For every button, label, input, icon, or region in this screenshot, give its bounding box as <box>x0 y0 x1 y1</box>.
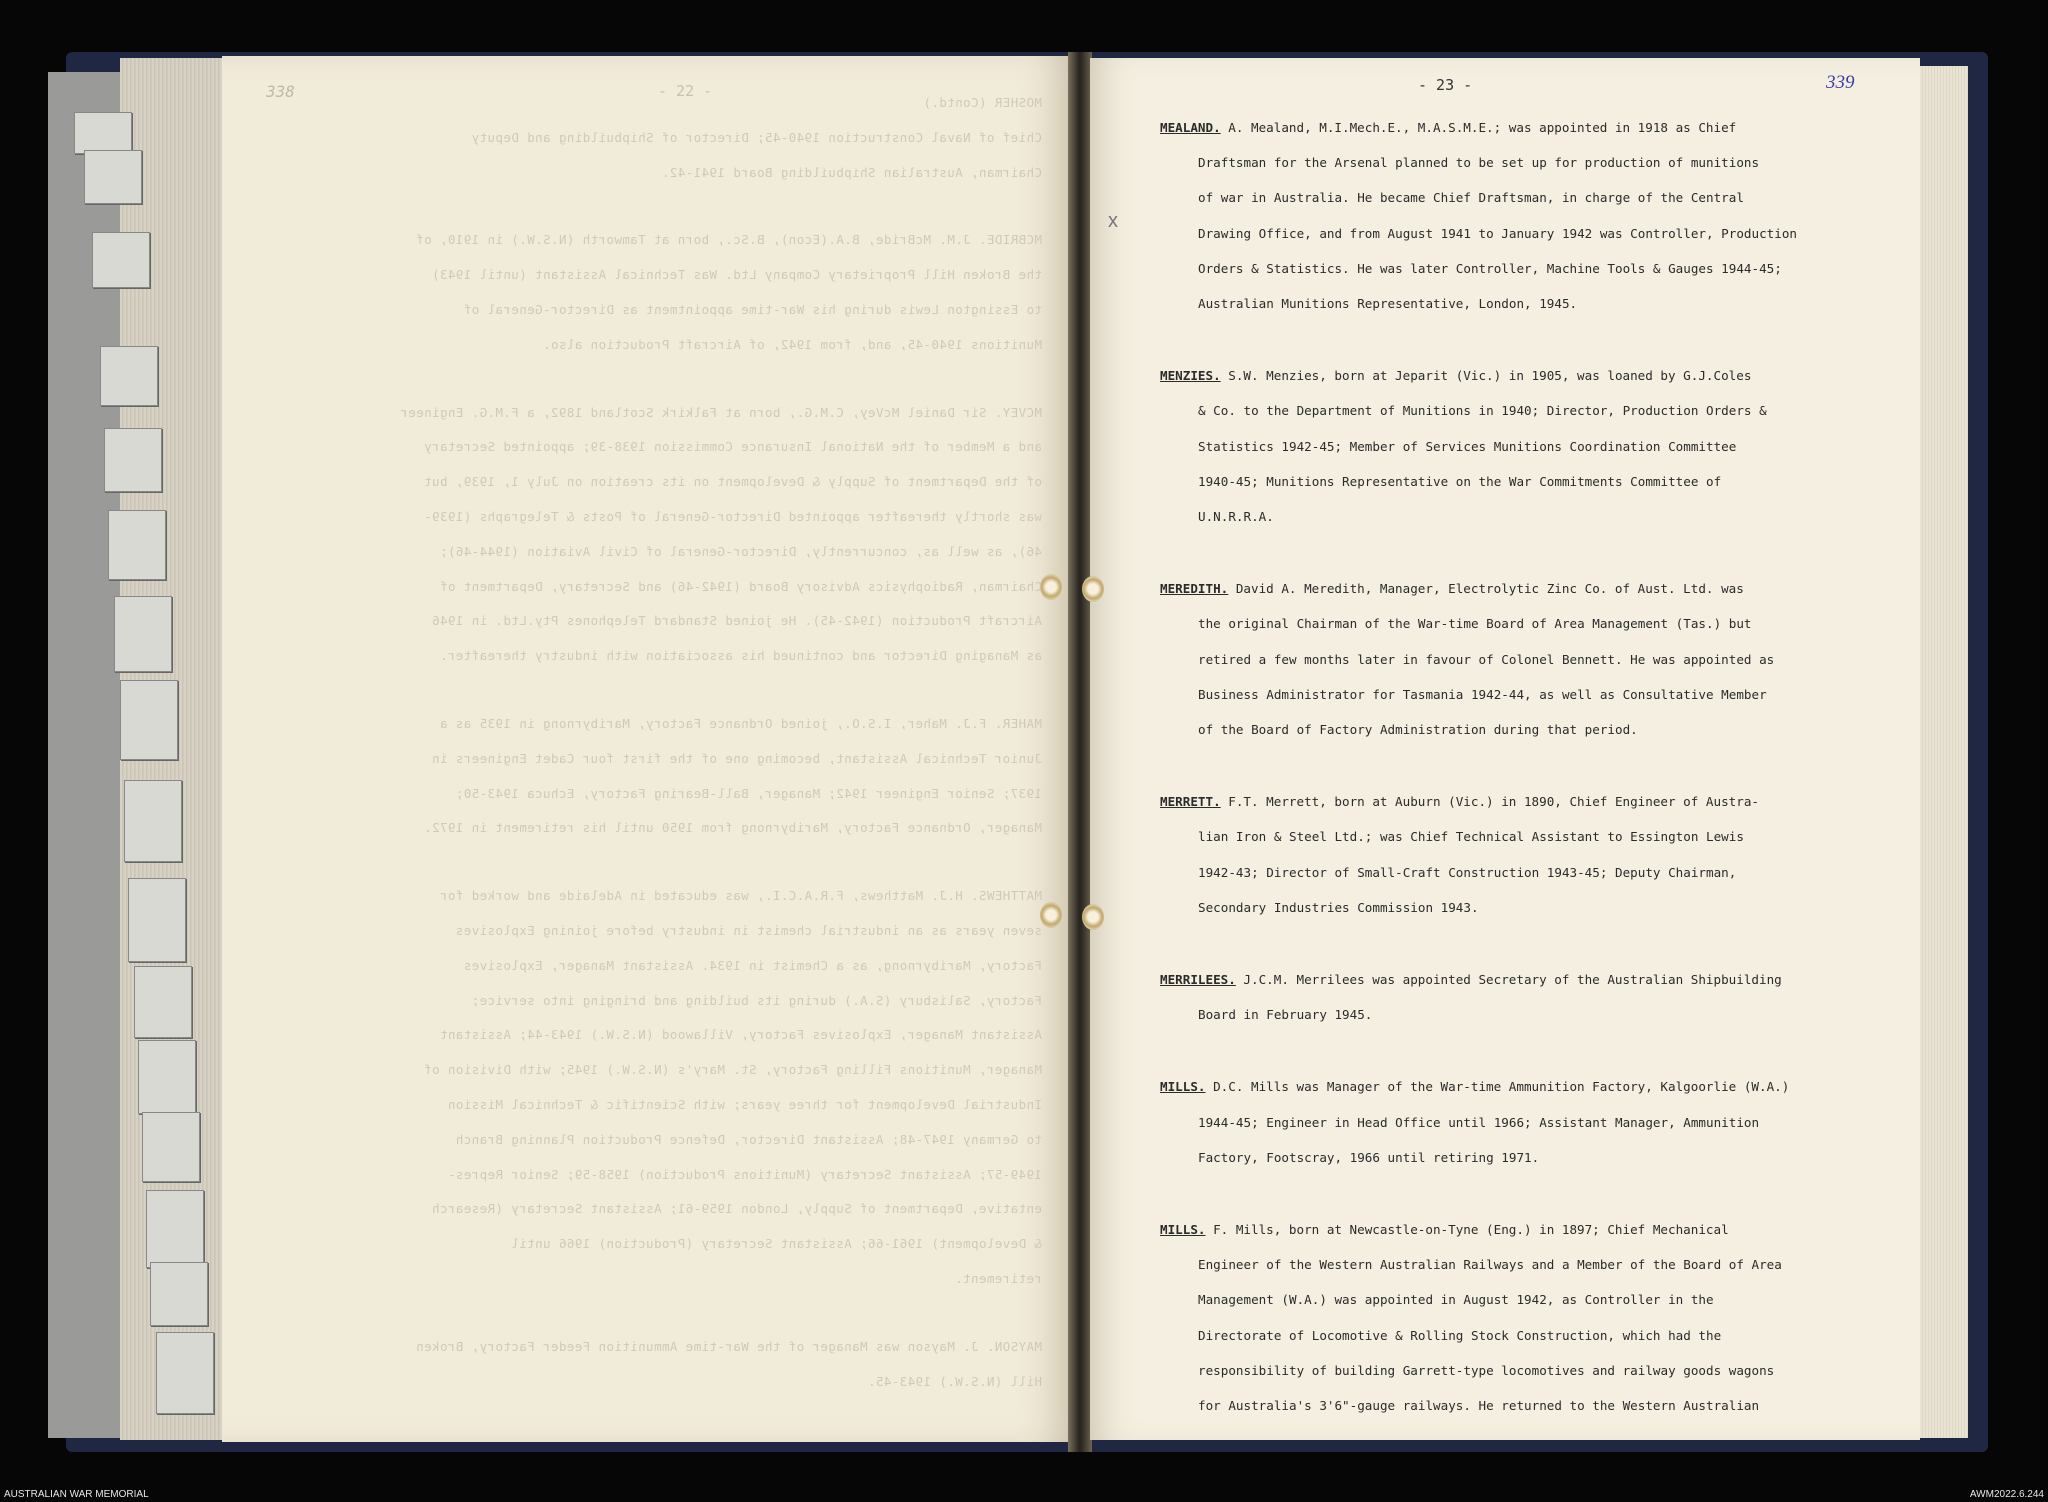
ghost-line: MAYSON. J. Mayson was Manager of the War-time Ammunition Feeder Factory, Broken <box>415 1338 1042 1354</box>
entry-line: of war in Australia. He became Chief Draftsman, in charge of the Central <box>1198 190 1744 206</box>
entry <box>1160 358 1920 534</box>
page-number: - 23 - <box>1418 76 1473 94</box>
entry-name: MERRILEES. <box>1160 972 1236 988</box>
entry <box>1160 784 1920 925</box>
ghost-paragraph <box>262 86 1042 190</box>
entry-line: Factory, Footscray, 1966 until retiring 1971. <box>1198 1149 1540 1165</box>
ghost-line: Manager, Munitions Filling Factory, St. Mary's (N.S.W.) 1945; with Division of <box>423 1062 1042 1078</box>
ghost-line: and a Member of the National Insurance Commission 1938-39; appointed Secretary <box>423 439 1042 455</box>
ghost-line: was shortly thereafter appointed Director-General of Posts & Telegraphs (1939- <box>423 508 1042 524</box>
entry-line <box>1160 962 1920 997</box>
entry-line: 1942-43; Director of Small-Craft Construction 1943-45; Deputy Chairman, <box>1198 864 1737 880</box>
entry-text: S.W. Menzies, born at Jeparit (Vic.) in 1905, was loaned by G.J.Coles <box>1220 368 1752 384</box>
bleed-through-text <box>262 86 1042 1432</box>
index-tab <box>128 878 186 962</box>
ghost-line: Chairman, Radiophysics Advisory Board (1942-46) and Secretary, Department of <box>439 578 1042 594</box>
ghost-line: Munitions 1940-45, and, from 1942, of Aircraft Production also. <box>542 336 1042 352</box>
index-tab <box>134 966 192 1038</box>
entry-line: Management (W.A.) was appointed in August 1942, as Controller in the <box>1198 1292 1714 1308</box>
entry-text: F.T. Merrett, born at Auburn (Vic.) in 1890, Chief Engineer of Austra- <box>1220 794 1759 810</box>
ghost-line: Junior Technical Assistant, becoming one of the first four Cadet Engineers in <box>431 750 1042 766</box>
entry-line: retired a few months later in favour of Colonel Bennett. He was appointed as <box>1198 651 1775 667</box>
ghost-line: of the Department of Supply & Development on its creation on July 1, 1939, but <box>423 474 1042 490</box>
entry-name: MILLS. <box>1160 1079 1206 1095</box>
index-tab <box>146 1190 204 1268</box>
ghost-line: Hill (N.S.W.) 1943-45. <box>867 1373 1042 1389</box>
entry-line: U.N.R.R.A. <box>1198 509 1274 525</box>
index-tab <box>142 1112 200 1182</box>
entry <box>1160 571 1920 747</box>
ghost-line: Industrial Development for three years; with Scientific & Technical Mission <box>447 1096 1042 1112</box>
ghost-paragraph <box>262 879 1042 1297</box>
ghost-line: to Essington Lewis during his War-time appointment as Director-General of <box>463 301 1042 317</box>
entry <box>1160 962 1920 1032</box>
ghost-paragraph <box>262 223 1042 362</box>
entry-line: for Australia's 3'6"-gauge railways. He returned to the Western Australian <box>1198 1398 1760 1414</box>
index-tab <box>114 596 172 672</box>
document-text <box>1160 110 1920 1460</box>
entry-line: Draftsman for the Arsenal planned to be set up for production of munitions <box>1198 155 1760 171</box>
ghost-line: MOSHER (Contd.) <box>923 95 1042 110</box>
index-tab <box>124 780 182 862</box>
index-tab <box>74 112 132 154</box>
entry-text: David A. Meredith, Manager, Electrolytic Zinc Co. of Aust. Ltd. was <box>1228 581 1744 597</box>
index-tab <box>120 680 178 760</box>
entry-line: Orders & Statistics. He was later Controller, Machine Tools & Gauges 1944-45; <box>1198 260 1782 276</box>
entry-line: Directorate of Locomotive & Rolling Stock Construction, which had the <box>1198 1327 1722 1343</box>
entry <box>1160 110 1920 321</box>
entry-line: Drawing Office, and from August 1941 to January 1942 was Controller, Production <box>1198 225 1797 241</box>
index-tab <box>108 510 166 580</box>
ghost-line: & Development) 1961-66; Assistant Secretary (Production) 1966 until <box>510 1236 1042 1252</box>
entry-text: D.C. Mills was Manager of the War-time Ammunition Factory, Kalgoorlie (W.A.) <box>1205 1079 1790 1095</box>
binding-hole <box>1040 574 1062 600</box>
ghost-line: Aircraft Production (1942-45). He joined Standard Telephones Pty.Ltd. in 1946 <box>431 613 1042 629</box>
entry-line <box>1160 571 1920 606</box>
entry-line: & Co. to the Department of Munitions in 1940; Director, Production Orders & <box>1198 403 1767 419</box>
pencil-mark: x <box>1108 210 1118 232</box>
index-tab <box>104 428 162 492</box>
ghost-line: MCBRIDE. J.M. McBride, B.A.(Econ), B.Sc., born at Tamworth (N.S.W.) in 1910, of <box>415 232 1042 248</box>
entry-line <box>1160 1069 1920 1104</box>
index-tab <box>100 346 158 406</box>
entry-name: MEREDITH. <box>1160 581 1229 597</box>
ghost-line: Chairman, Australian Shipbuilding Board 1941-42. <box>661 164 1042 180</box>
footer <box>0 1488 2048 1502</box>
ghost-line: Manager, Ordnance Factory, Maribyrnong from 1950 until his retirement in 1972. <box>423 820 1042 836</box>
binding-hole <box>1082 576 1104 602</box>
entry-line <box>1160 784 1920 819</box>
entry-line <box>1160 110 1920 145</box>
ghost-line: Assistant Manager, Explosives Factory, Villawood (N.S.W.) 1943-44; Assistant <box>439 1027 1042 1043</box>
index-tab <box>92 232 150 288</box>
entry <box>1160 1212 1920 1423</box>
ghost-line: seven years as an industrial chemist in industry before joining Explosives <box>455 922 1042 938</box>
entry-line: 1944-45; Engineer in Head Office until 1966; Assistant Manager, Ammunition <box>1198 1114 1760 1130</box>
left-page-number: - 22 - <box>658 82 713 100</box>
right-page-edges <box>1920 66 1968 1438</box>
entry-line: Business Administrator for Tasmania 1942-44, as well as Consultative Member <box>1198 686 1767 702</box>
ghost-line: MAHER. F.J. Maher, I.S.O., joined Ordnance Factory, Maribyrnong in 1935 as a <box>439 715 1042 731</box>
entry-line: Australian Munitions Representative, London, 1945. <box>1198 296 1578 312</box>
ghost-paragraph <box>262 396 1042 674</box>
entry-text: J.C.M. Merrilees was appointed Secretary of the Australian Shipbuilding <box>1235 972 1782 988</box>
entry-line: 1940-45; Munitions Representative on the War Commitments Committee of <box>1198 473 1722 489</box>
ghost-line: retirement. <box>954 1270 1042 1286</box>
ghost-line: to Germany 1947-48; Assistant Director, Defence Production Planning Branch <box>455 1131 1042 1147</box>
ghost-paragraph <box>262 1330 1042 1400</box>
ghost-line: 46), as well as, concurrently, Director-General of Civil Aviation (1944-46); <box>439 543 1042 559</box>
book-gutter <box>1068 52 1092 1452</box>
ghost-line: MCVEY. Sir Daniel McVey, C.M.G., born at Falkirk Scotland 1892, a F.M.G. Engineer <box>400 404 1042 420</box>
ghost-paragraph <box>262 707 1042 846</box>
index-tab <box>156 1332 214 1414</box>
ghost-line: entative, Department of Supply, London 1959-61; Assistant Secretary (Research <box>431 1201 1042 1217</box>
ghost-line: Chief of Naval Construction 1940-45; Director of Shipbuilding and Deputy <box>471 129 1042 145</box>
entry-line: of the Board of Factory Administration during that period. <box>1198 722 1638 738</box>
entry-name: MENZIES. <box>1160 368 1221 384</box>
entry-line: responsibility of building Garrett-type locomotives and railway goods wagons <box>1198 1362 1775 1378</box>
footer-accession: AWM2022.6.244 <box>1969 1489 2044 1500</box>
ghost-line: as Managing Director and continued his association with industry thereafter. <box>439 648 1042 664</box>
index-tab <box>84 150 142 204</box>
ghost-line: 1949-57; Assistant Secretary (Munitions Production) 1958-59; Senior Repres- <box>447 1166 1042 1182</box>
ghost-line: Factory, Salisbury (S.A.) during its building and bringing into service; <box>471 992 1042 1008</box>
entry-line: Secondary Industries Commission 1943. <box>1198 899 1479 915</box>
entry-name: MILLS. <box>1160 1222 1206 1238</box>
ghost-line: 1937; Senior Engineer 1942; Manager, Ball-Bearing Factory, Echuca 1943-50; <box>455 785 1042 801</box>
entry-line: Board in February 1945. <box>1198 1007 1373 1023</box>
entry-line: the original Chairman of the War-time Board of Area Management (Tas.) but <box>1198 616 1752 632</box>
entry-line: Engineer of the Western Australian Railways and a Member of the Board of Area <box>1198 1257 1782 1273</box>
index-tab <box>138 1040 196 1114</box>
entry-line: Statistics 1942-45; Member of Services Munitions Coordination Committee <box>1198 438 1737 454</box>
entry-line: lian Iron & Steel Ltd.; was Chief Technical Assistant to Essington Lewis <box>1198 829 1744 845</box>
left-pencil-number: 338 <box>266 82 295 101</box>
entry-text: F. Mills, born at Newcastle-on-Tyne (Eng.) in 1897; Chief Mechanical <box>1205 1222 1729 1238</box>
ghost-line: MATTHEWS. H.J. Matthews, F.R.A.C.I., was educated in Adelaide and worked for <box>439 888 1042 904</box>
entry-name: MEALAND. <box>1160 120 1221 135</box>
ghost-line: the Broken Hill Proprietary Company Ltd. Was Technical Assistant (until 1943) <box>431 267 1042 283</box>
binding-hole <box>1040 902 1062 928</box>
folio-number: 339 <box>1826 72 1855 93</box>
binding-hole <box>1082 904 1104 930</box>
entry-line <box>1160 1212 1920 1247</box>
entry-name: MERRETT. <box>1160 794 1221 810</box>
entry-line <box>1160 358 1920 393</box>
ghost-line: Factory, Maribyrnong, as a Chemist in 1934. Assistant Manager, Explosives <box>463 957 1042 973</box>
footer-credit: AUSTRALIAN WAR MEMORIAL <box>4 1489 149 1500</box>
index-tab <box>150 1262 208 1326</box>
entry-text: A. Mealand, M.I.Mech.E., M.A.S.M.E.; was appointed in 1918 as Chief <box>1220 120 1737 135</box>
entry <box>1160 1069 1920 1175</box>
